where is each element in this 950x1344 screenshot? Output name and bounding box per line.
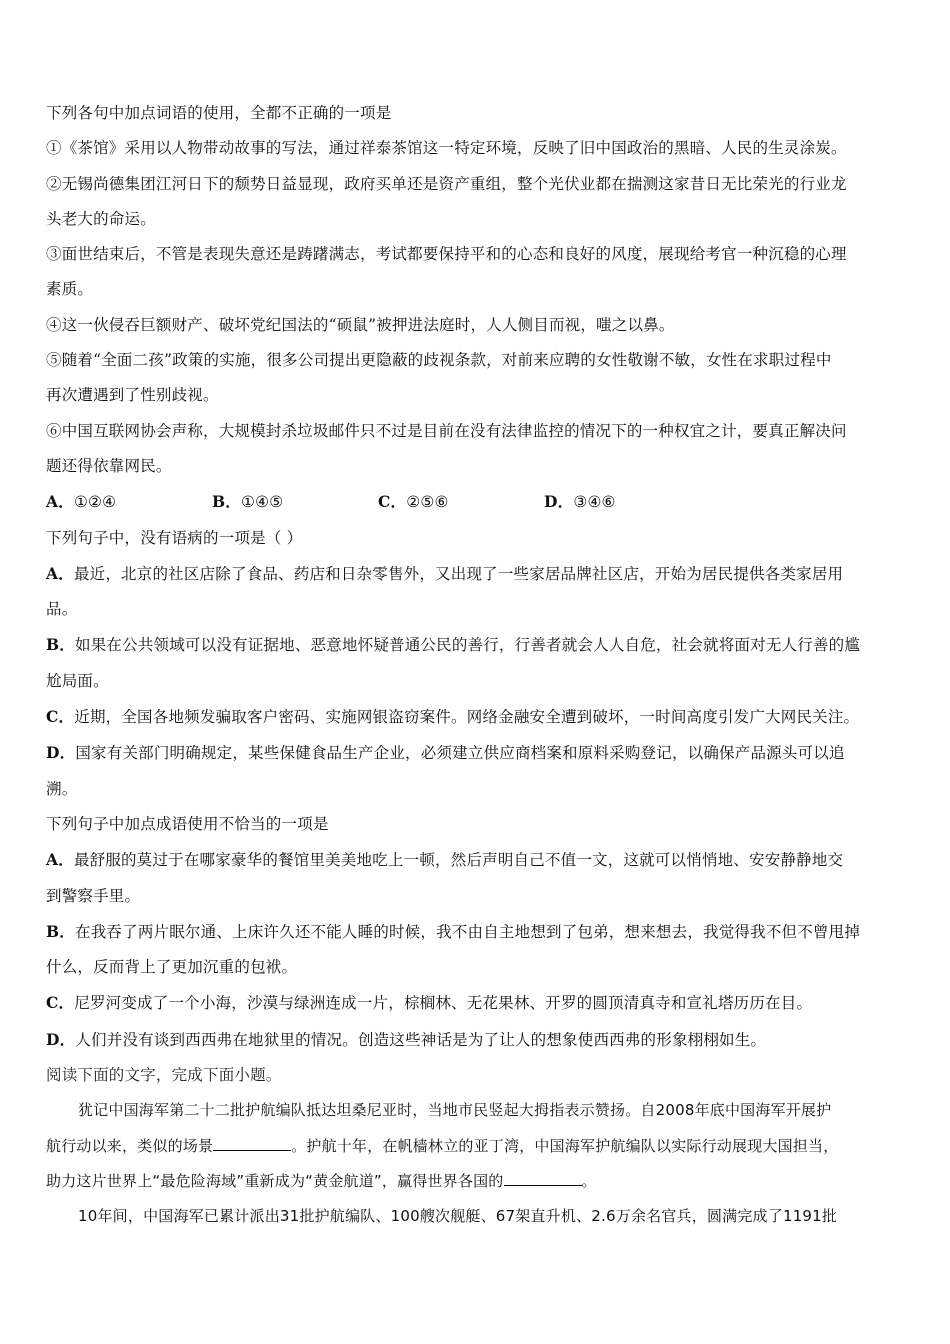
q3-option-c-line-1 xyxy=(46,985,908,1021)
q2-option-c-label: C． xyxy=(46,707,75,727)
q2-option-c-text: 近期，全国各地频发骗取客户密码、实施网银盗窃案件。网络金融安全遭到破坏，一时间高度引发广大网民关注。 xyxy=(74,708,860,727)
q2-option-d-label: D． xyxy=(46,743,76,763)
q1-option-d-text: ③④⑥ xyxy=(573,493,616,512)
q2-option-a-text: 最近，北京的社区店除了食品、药店和日杂零售外，又出现了一些家居品牌社区店，开始为居民提供各类家居用 xyxy=(73,564,844,583)
q3-option-a-line-1 xyxy=(46,842,908,878)
q3-option-a-label: A． xyxy=(46,850,74,870)
q3-option-a-text: 最舒服的莫过于在哪家豪华的餐馆里美美地吃上一顿，然后声明自己不值一文，这就可以悄悄地、安安静静地交 xyxy=(73,851,844,870)
q2-option-d-text: 国家有关部门明确规定，某些保健食品生产企业，必须建立供应商档案和原料采购登记，以确保产品源头可以追 xyxy=(75,744,845,763)
q3-option-b-label: B． xyxy=(46,921,76,941)
q1-option-b xyxy=(212,484,378,520)
q1-option-b-text: ①④⑤ xyxy=(241,493,284,512)
q3-option-b-text: 在我吞了两片眠尔通、上床许久还不能人睡的时候，我不由自主地想到了包弟，想来想去，我觉得我不但不曾甩掉 xyxy=(75,922,861,941)
reading-paragraph-1-line-1: 犹记中国海军第二十二批护航编队抵达坦桑尼亚时，当地市民竖起大拇指表示赞扬。自2008年底中国海军开展护 xyxy=(78,1101,832,1120)
q1-option-a-text: ①②④ xyxy=(73,493,117,512)
q3-option-b-line-1 xyxy=(46,914,908,950)
exam-page xyxy=(46,96,908,1235)
reading-paragraph-1-line-2 xyxy=(46,1129,908,1164)
fill-blank-2[interactable] xyxy=(504,1169,582,1186)
q1-sentence-5-line-2: 再次遭遇到了性别歧视。 xyxy=(46,386,219,405)
reading-p1c-post: 。 xyxy=(581,1171,597,1190)
q2-option-c-line-1 xyxy=(46,699,908,735)
reading-p1c-pre: 助力这片世界上“最危险海域”重新成为“黄金航道”，赢得世界各国的 xyxy=(46,1171,504,1190)
q1-option-a xyxy=(46,484,212,520)
q1-options xyxy=(46,484,908,520)
q1-option-d-label: D． xyxy=(544,492,574,512)
q1-option-c xyxy=(378,484,544,520)
q3-option-a-line-2: 到警察手里。 xyxy=(46,886,141,905)
q1-option-d xyxy=(544,484,710,520)
q3-option-d-label: D． xyxy=(46,1029,76,1049)
q2-option-a-line-2: 品。 xyxy=(46,600,78,619)
q1-option-c-text: ②⑤⑥ xyxy=(406,493,449,512)
q2-option-b-text: 如果在公共领域可以没有证据地、恶意地怀疑普通公民的善行，行善者就会人人自危，社会就将面对无人行善的尴 xyxy=(75,636,861,655)
q1-option-c-label: C． xyxy=(378,492,407,512)
q1-sentence-6-line-1: ⑥中国互联网协会声称，大规模封杀垃圾邮件只不过是目前在没有法律监控的情况下的一种权宜之计，要真正解决问 xyxy=(46,421,847,440)
q1-sentence-6-line-2: 题还得依靠网民。 xyxy=(46,456,172,475)
q1-sentence-2-line-1: ②无锡尚德集团江河日下的颓势日益显现，政府买单还是资产重组，整个光伏业都在揣测这家昔日无比荣光的行业龙 xyxy=(46,174,847,193)
q2-option-d-line-1 xyxy=(46,735,908,771)
q2-option-a-line-1 xyxy=(46,556,908,592)
q1-sentence-2-line-2: 头老大的命运。 xyxy=(46,209,156,228)
q3-option-c-label: C． xyxy=(46,993,75,1013)
q3-stem: 下列句子中加点成语使用不恰当的一项是 xyxy=(46,814,329,833)
q2-option-b-label: B． xyxy=(46,635,76,655)
reading-paragraph-1-line-3 xyxy=(46,1164,908,1199)
reading-intro: 阅读下面的文字，完成下面小题。 xyxy=(46,1066,282,1085)
q2-option-d-line-2: 溯。 xyxy=(46,779,78,798)
q1-sentence-1: ①《茶馆》采用以人物带动故事的写法，通过祥泰茶馆这一特定环境，反映了旧中国政治的黑暗、人民的生灵涂炭。 xyxy=(46,139,847,158)
q2-option-a-label: A． xyxy=(46,563,74,583)
q1-stem: 下列各句中加点词语的使用，全都不正确的一项是 xyxy=(46,104,392,122)
reading-paragraph-2-line-1: 10年间，中国海军已累计派出31批护航编队、100艘次舰艇、67架直升机、2.6万余名官兵，圆满完成了1191批 xyxy=(78,1207,838,1226)
q1-option-a-label: A． xyxy=(46,492,74,512)
reading-p1b-pre: 航行动以来，类似的场景 xyxy=(46,1136,214,1155)
q2-option-b-line-2: 尬局面。 xyxy=(46,671,109,690)
q3-option-d-text: 人们并没有谈到西西弗在地狱里的情况。创造这些神话是为了让人的想象使西西弗的形象栩栩如生。 xyxy=(75,1030,767,1049)
q1-sentence-3-line-1: ③面世结束后，不管是表现失意还是踌躇满志，考试都要保持平和的心态和良好的风度，展现给考官一种沉稳的心理 xyxy=(46,245,847,264)
q1-sentence-4: ④这一伙侵吞巨额财产、破坏党纪国法的“硕鼠”被押进法庭时，人人侧目而视，嗤之以鼻。 xyxy=(46,315,675,334)
q1-sentence-5-line-1: ⑤随着“全面二孩”政策的实施，很多公司提出更隐蔽的歧视条款，对前来应聘的女性敬谢不敏，女性在求职过程中 xyxy=(46,351,832,370)
reading-p1b-post: 。护航十年，在帆樯林立的亚丁湾，中国海军护航编队以实际行动展现大国担当， xyxy=(291,1136,839,1155)
q3-option-c-text: 尼罗河变成了一个小海，沙漠与绿洲连成一片，棕榈林、无花果林、开罗的圆顶清真寺和宣礼塔历历在目。 xyxy=(74,994,813,1013)
q2-option-b-line-1 xyxy=(46,627,908,663)
q1-option-b-label: B． xyxy=(212,492,242,512)
q3-option-b-line-2: 什么，反而背上了更加沉重的包袱。 xyxy=(46,958,298,977)
q3-option-d-line-1 xyxy=(46,1022,908,1058)
q1-sentence-3-line-2: 素质。 xyxy=(46,280,94,299)
q2-stem: 下列句子中，没有语病的一项是（ ） xyxy=(46,528,303,547)
fill-blank-1[interactable] xyxy=(213,1134,291,1151)
